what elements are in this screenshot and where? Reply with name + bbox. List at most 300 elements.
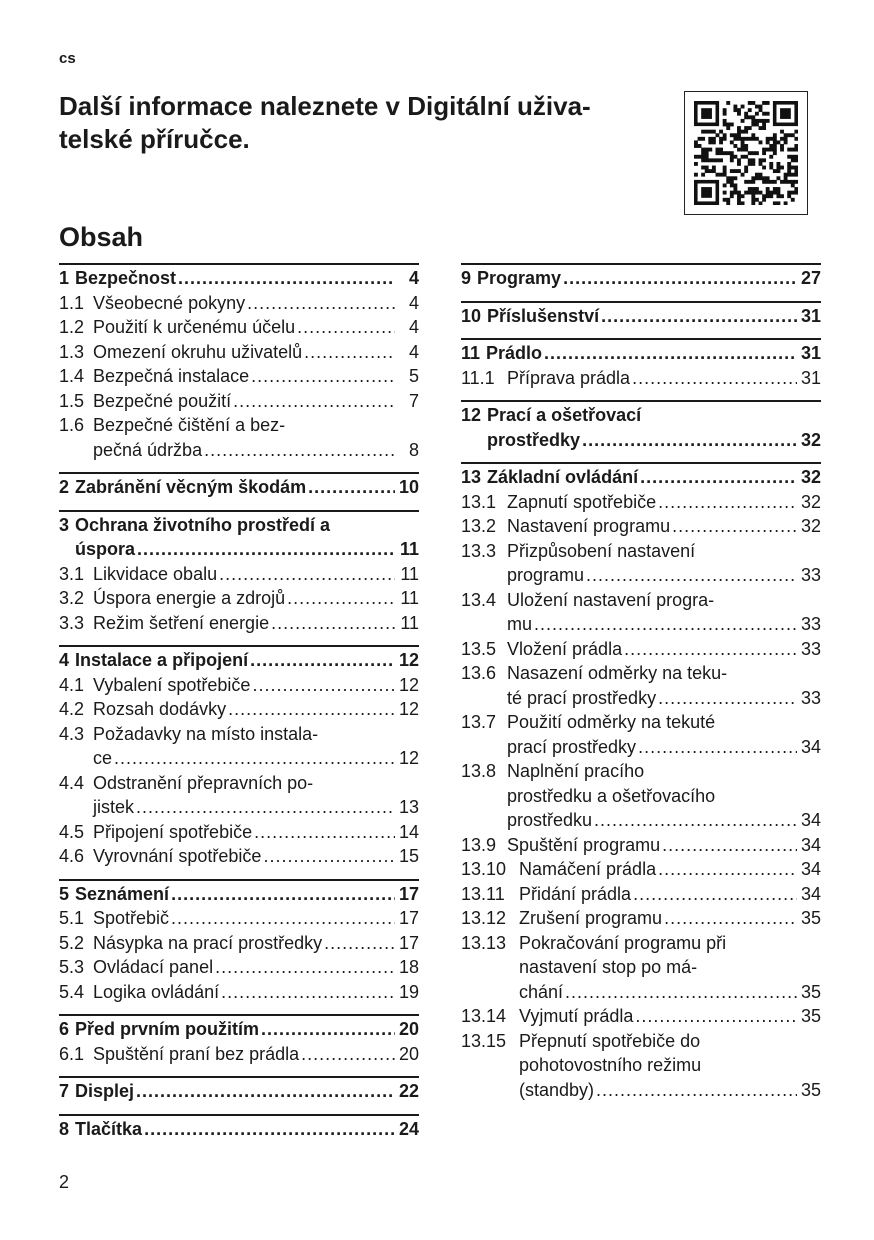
toc-subentry[interactable] — [461, 637, 821, 662]
toc-page-number: 34 — [800, 810, 821, 830]
toc-entry-body — [75, 648, 419, 673]
toc-entry-line — [75, 882, 419, 907]
toc-subentry[interactable] — [461, 931, 821, 1005]
toc-subentry[interactable] — [59, 820, 419, 845]
toc-page-number: 35 — [800, 981, 821, 1002]
toc-entry-title: (standby) — [519, 1079, 595, 1100]
toc-entry-line — [93, 931, 419, 956]
toc-entry-line — [93, 291, 419, 316]
toc-entry-number: 13.14 — [461, 1006, 507, 1026]
toc-page-number: 13 — [398, 797, 419, 817]
toc-entry-body — [519, 931, 821, 1005]
toc-entry-body — [519, 1029, 821, 1103]
toc-subentry[interactable] — [59, 673, 419, 698]
toc-entry-row — [59, 722, 419, 771]
toc-section — [59, 1014, 419, 1066]
toc-page-number: 31 — [800, 305, 821, 326]
toc-leader-dots — [263, 844, 395, 869]
toc-chapter-entry[interactable] — [59, 648, 419, 673]
toc-entry-title: Tlačítka — [75, 1118, 143, 1139]
toc-entry-title: Bezpečné použití — [93, 390, 232, 411]
toc-chapter-entry[interactable] — [59, 1017, 419, 1042]
toc-page-number: 32 — [800, 429, 821, 450]
toc-entry-row — [59, 697, 419, 722]
toc-entry-line — [75, 648, 419, 673]
toc-subentry[interactable] — [461, 1029, 821, 1103]
toc-entry-number: 5 — [59, 883, 70, 904]
toc-entry-number: 4.4 — [59, 772, 85, 793]
toc-subentry[interactable] — [461, 882, 821, 907]
toc-page-number: 4 — [408, 268, 419, 288]
toc-page-number: 8 — [408, 439, 419, 460]
toc-leader-dots — [635, 1004, 797, 1029]
toc-entry-body — [507, 759, 821, 833]
toc-entry-title: Programy — [477, 268, 562, 288]
toc-entry-row — [59, 673, 419, 698]
headline-line: Další informace naleznete v Digitální uživa- — [59, 91, 591, 121]
toc-entry-row — [461, 539, 821, 588]
toc-page-number: 20 — [398, 1043, 419, 1064]
toc-entry-body — [75, 1117, 419, 1142]
toc-entry-body — [507, 637, 821, 662]
toc-subentry[interactable] — [461, 906, 821, 931]
toc-entry-body — [93, 611, 419, 636]
toc-entry-number: 2 — [59, 477, 70, 497]
toc-entry-body — [93, 413, 419, 462]
toc-chapter-entry[interactable] — [461, 304, 821, 329]
toc-leader-dots — [565, 980, 797, 1005]
toc-entry-title: Omezení okruhu uživatelů — [93, 341, 303, 362]
toc-leader-dots — [664, 906, 797, 931]
toc-entry-title: Vybalení spotřebiče — [93, 674, 251, 695]
toc-entry-number: 1.3 — [59, 341, 85, 362]
toc-subentry[interactable] — [59, 980, 419, 1005]
toc-entry-line — [93, 562, 419, 587]
toc-page-number: 33 — [800, 614, 821, 634]
toc-page-number: 12 — [398, 699, 419, 719]
toc-leader-dots — [261, 1017, 395, 1042]
toc-subentry[interactable] — [59, 771, 419, 820]
toc-entry-line — [93, 364, 419, 389]
toc-entry-title: prací prostředky — [507, 736, 637, 757]
toc-entry-line — [507, 710, 821, 735]
toc-subentry[interactable] — [59, 315, 419, 340]
toc-entry-number: 4.5 — [59, 821, 85, 842]
toc-entry-number: 13.12 — [461, 908, 507, 928]
toc-entry-body — [507, 710, 821, 759]
toc-entry-number: 4.6 — [59, 846, 85, 866]
toc-section — [59, 1076, 419, 1104]
toc-entry-number: 1.6 — [59, 415, 85, 435]
toc-entry-title: Zapnutí spotřebiče — [507, 491, 657, 512]
toc-entry-number: 6.1 — [59, 1043, 85, 1064]
digital-manual-headline — [59, 90, 679, 156]
toc-entry-row — [461, 341, 821, 366]
toc-leader-dots — [254, 820, 395, 845]
toc-subentry[interactable] — [59, 844, 419, 869]
toc-entry-body — [93, 562, 419, 587]
toc-leader-dots — [624, 637, 797, 662]
toc-subentry[interactable] — [59, 955, 419, 980]
toc-subentry[interactable] — [59, 722, 419, 771]
toc-leader-dots — [228, 697, 395, 722]
toc-subentry[interactable] — [59, 413, 419, 462]
toc-entry-title: Seznámení — [75, 883, 170, 904]
toc-entry-number: 10 — [461, 305, 482, 326]
toc-page-number: 17 — [398, 908, 419, 928]
toc-chapter-entry[interactable] — [59, 1117, 419, 1142]
toc-leader-dots — [297, 315, 395, 340]
qr-code-graphic — [694, 101, 798, 205]
toc-entry-line — [93, 611, 419, 636]
toc-entry-number: 13.5 — [461, 638, 497, 659]
toc-leader-dots — [287, 586, 395, 611]
toc-entry-row — [461, 366, 821, 391]
toc-entry-title: Prádlo — [486, 343, 543, 363]
toc-entry-line — [507, 661, 821, 686]
toc-entry-line — [487, 304, 821, 329]
toc-leader-dots — [324, 931, 395, 956]
toc-entry-title: Požadavky na místo instala- — [93, 723, 319, 744]
toc-entry-title: úspora — [75, 539, 136, 559]
toc-entry-title: Ovládací panel — [93, 957, 214, 977]
toc-entry-number: 1.1 — [59, 292, 85, 313]
toc-entry-row — [59, 413, 419, 462]
toc-page-number: 17 — [398, 883, 419, 904]
toc-entry-title: Zrušení programu — [519, 908, 663, 928]
toc-chapter-entry[interactable] — [59, 1079, 419, 1104]
toc-chapter-entry[interactable] — [59, 882, 419, 907]
toc-entry-body — [519, 882, 821, 907]
toc-leader-dots — [632, 366, 797, 391]
toc-entry-body — [93, 673, 419, 698]
toc-leader-dots — [221, 980, 395, 1005]
toc-entry-title: Ochrana životního prostředí a — [75, 514, 331, 535]
language-code: cs — [59, 50, 76, 67]
toc-entry-title: Úspora energie a zdrojů — [93, 588, 286, 608]
toc-entry-body — [75, 1079, 419, 1104]
toc-entry-row — [59, 648, 419, 673]
toc-entry-row — [461, 931, 821, 1005]
qr-code-icon[interactable] — [684, 91, 808, 215]
toc-page-number: 4 — [408, 292, 419, 313]
toc-entry-line — [519, 955, 821, 980]
toc-leader-dots — [308, 475, 395, 500]
toc-page-number: 11 — [400, 563, 419, 584]
toc-entry-line — [75, 266, 419, 291]
toc-entry-row — [59, 513, 419, 562]
toc-section — [59, 1114, 419, 1142]
toc-entry-title: Bezpečné čištění a bez- — [93, 415, 286, 435]
toc-entry-title: Násypka na prací prostředky — [93, 932, 323, 953]
toc-entry-line — [519, 1004, 821, 1029]
toc-subentry[interactable] — [461, 857, 821, 882]
toc-entry-title: Vložení prádla — [507, 638, 623, 659]
toc-entry-line — [519, 882, 821, 907]
toc-entry-body — [487, 403, 821, 452]
toc-entry-line — [93, 746, 419, 771]
toc-entry-number: 13.7 — [461, 712, 497, 732]
toc-leader-dots — [633, 882, 797, 907]
toc-subentry[interactable] — [59, 340, 419, 365]
toc-page-number: 34 — [800, 834, 821, 855]
toc-entry-line — [75, 537, 419, 562]
toc-section — [461, 462, 821, 1102]
toc-entry-line — [93, 413, 419, 438]
toc-entry-title: chání — [519, 981, 564, 1002]
toc-entry-title: prostředku a ošetřovacího — [507, 785, 716, 806]
toc-entry-line — [93, 673, 419, 698]
toc-entry-line — [519, 980, 821, 1005]
toc-entry-title: Bezpečná instalace — [93, 366, 250, 386]
toc-subentry[interactable] — [461, 539, 821, 588]
toc-entry-line — [93, 820, 419, 845]
toc-entry-number: 4.3 — [59, 723, 85, 744]
toc-entry-title: pohotovostního režimu — [519, 1055, 702, 1075]
toc-entry-number: 3.1 — [59, 563, 85, 584]
toc-entry-line — [519, 1053, 821, 1078]
toc-entry-row — [461, 465, 821, 490]
toc-entry-line — [75, 1079, 419, 1104]
toc-entry-number: 11.1 — [461, 367, 495, 388]
toc-entry-title: Příprava prádla — [507, 367, 631, 388]
toc-entry-line — [93, 340, 419, 365]
toc-subentry[interactable] — [461, 833, 821, 858]
toc-subentry[interactable] — [59, 611, 419, 636]
toc-leader-dots — [304, 340, 395, 365]
toc-chapter-entry[interactable] — [59, 513, 419, 562]
toc-entry-body — [93, 820, 419, 845]
toc-page-number: 15 — [398, 846, 419, 866]
toc-entry-number: 1.2 — [59, 317, 85, 337]
toc-entry-body — [507, 539, 821, 588]
toc-leader-dots — [144, 1117, 395, 1142]
toc-entry-title: programu — [507, 565, 585, 585]
toc-entry-number: 13.9 — [461, 834, 497, 855]
toc-subentry[interactable] — [59, 697, 419, 722]
toc-entry-title: mu — [507, 614, 533, 634]
toc-entry-number: 13.6 — [461, 663, 497, 683]
toc-leader-dots — [672, 514, 797, 539]
toc-entry-line — [477, 266, 821, 291]
toc-entry-title: ce — [93, 748, 113, 768]
toc-entry-line — [507, 612, 821, 637]
toc-page-number: 14 — [398, 821, 419, 842]
toc-entry-number: 13.2 — [461, 516, 497, 536]
toc-leader-dots — [638, 735, 797, 760]
toc-page-number: 34 — [800, 736, 821, 757]
toc-leader-dots — [215, 955, 395, 980]
toc-entry-row — [461, 833, 821, 858]
toc-entry-line — [519, 857, 821, 882]
toc-leader-dots — [114, 746, 395, 771]
toc-entry-body — [93, 389, 419, 414]
toc-entry-number: 11 — [461, 343, 481, 363]
toc-chapter-entry[interactable] — [461, 266, 821, 291]
toc-subentry[interactable] — [59, 1042, 419, 1067]
toc-subentry[interactable] — [461, 759, 821, 833]
toc-entry-line — [507, 637, 821, 662]
toc-entry-body — [507, 514, 821, 539]
toc-entry-number: 6 — [59, 1019, 70, 1039]
toc-entry-title: Displej — [75, 1081, 135, 1101]
toc-entry-title: Vyrovnání spotřebiče — [93, 846, 262, 866]
toc-subentry[interactable] — [461, 514, 821, 539]
toc-subentry[interactable] — [59, 562, 419, 587]
toc-title: Obsah — [59, 222, 144, 252]
toc-entry-line — [507, 539, 821, 564]
toc-section — [461, 263, 821, 291]
toc-leader-dots — [247, 291, 395, 316]
toc-chapter-entry[interactable] — [461, 465, 821, 490]
toc-entry-body — [93, 315, 419, 340]
toc-entry-body — [93, 844, 419, 869]
toc-entry-line — [93, 586, 419, 611]
toc-subentry[interactable] — [461, 490, 821, 515]
toc-entry-line — [93, 1042, 419, 1067]
toc-leader-dots — [178, 266, 395, 291]
toc-entry-row — [59, 1042, 419, 1067]
toc-entry-title: Příslušenství — [487, 305, 600, 326]
toc-entry-title: Všeobecné pokyny — [93, 292, 246, 313]
toc-entry-line — [75, 1017, 419, 1042]
toc-subentry[interactable] — [59, 906, 419, 931]
toc-section — [59, 263, 419, 462]
toc-entry-title: Přizpůsobení nastavení — [507, 540, 696, 561]
toc-subentry[interactable] — [461, 1004, 821, 1029]
toc-subentry[interactable] — [461, 366, 821, 391]
toc-entry-title: Základní ovládání — [487, 467, 639, 487]
toc-page-number: 12 — [398, 650, 419, 670]
toc-column-right — [461, 263, 821, 1112]
toc-subentry[interactable] — [59, 931, 419, 956]
toc-entry-title: Instalace a připojení — [75, 650, 249, 670]
toc-entry-row — [59, 291, 419, 316]
toc-entry-body — [507, 588, 821, 637]
toc-page-number: 32 — [800, 516, 821, 536]
toc-page-number: 24 — [398, 1118, 419, 1139]
toc-section — [461, 338, 821, 390]
toc-page-number: 7 — [408, 390, 419, 411]
toc-entry-line — [507, 735, 821, 760]
toc-entry-body — [93, 1042, 419, 1067]
toc-chapter-entry[interactable] — [59, 475, 419, 500]
toc-entry-line — [93, 315, 419, 340]
toc-subentry[interactable] — [461, 661, 821, 710]
toc-page-number: 34 — [800, 883, 821, 904]
toc-entry-body — [519, 1004, 821, 1029]
toc-entry-line — [487, 465, 821, 490]
toc-entry-row — [461, 1004, 821, 1029]
toc-chapter-entry[interactable] — [59, 266, 419, 291]
toc-leader-dots — [582, 428, 797, 453]
toc-page-number: 33 — [800, 565, 821, 585]
toc-entry-line — [519, 1078, 821, 1103]
toc-entry-line — [507, 833, 821, 858]
toc-entry-number: 13.11 — [461, 883, 505, 904]
toc-subentry[interactable] — [59, 389, 419, 414]
toc-page-number: 18 — [398, 957, 419, 977]
toc-entry-number: 4.1 — [59, 674, 85, 695]
toc-entry-title: té prací prostředky — [507, 687, 657, 708]
toc-entry-number: 1.5 — [59, 390, 85, 411]
toc-leader-dots — [271, 611, 395, 636]
toc-entry-row — [461, 882, 821, 907]
toc-entry-body — [75, 1017, 419, 1042]
toc-page-number: 4 — [408, 317, 419, 337]
headline-line: telské příručce. — [59, 124, 250, 154]
toc-entry-number: 9 — [461, 268, 472, 288]
toc-subentry[interactable] — [59, 291, 419, 316]
toc-entry-row — [59, 1017, 419, 1042]
toc-entry-title: Spuštění praní bez prádla — [93, 1043, 300, 1064]
toc-page-number: 11 — [399, 539, 419, 559]
toc-entry-line — [519, 1029, 821, 1054]
toc-entry-line — [507, 588, 821, 613]
toc-entry-body — [75, 882, 419, 907]
toc-entry-line — [93, 844, 419, 869]
toc-page-number: 31 — [800, 367, 821, 388]
toc-entry-line — [507, 759, 821, 784]
toc-leader-dots — [301, 1042, 395, 1067]
toc-column-left — [59, 263, 419, 1151]
toc-page-number: 35 — [800, 1006, 821, 1026]
toc-entry-line — [519, 906, 821, 931]
toc-entry-row — [59, 586, 419, 611]
toc-entry-row — [59, 980, 419, 1005]
toc-leader-dots — [658, 686, 797, 711]
toc-entry-row — [59, 1117, 419, 1142]
toc-leader-dots — [171, 882, 395, 907]
toc-leader-dots — [534, 612, 797, 637]
toc-page-number: 32 — [800, 491, 821, 512]
toc-entry-number: 4 — [59, 650, 70, 670]
toc-page-number: 11 — [400, 612, 419, 633]
toc-entry-line — [507, 784, 821, 809]
toc-entry-title: Pokračování programu při — [519, 932, 727, 953]
toc-subentry[interactable] — [59, 364, 419, 389]
toc-leader-dots — [662, 833, 797, 858]
toc-entry-title: Použití odměrky na tekuté — [507, 712, 716, 732]
toc-section — [461, 400, 821, 452]
toc-leader-dots — [658, 490, 797, 515]
toc-leader-dots — [658, 857, 797, 882]
toc-entry-line — [507, 514, 821, 539]
toc-subentry[interactable] — [461, 710, 821, 759]
toc-entry-line — [486, 341, 821, 366]
toc-chapter-entry[interactable] — [461, 403, 821, 452]
toc-entry-body — [507, 366, 821, 391]
toc-leader-dots — [563, 266, 797, 291]
toc-chapter-entry[interactable] — [461, 341, 821, 366]
toc-entry-title: pečná údržba — [93, 439, 203, 460]
toc-entry-number: 13.3 — [461, 540, 497, 561]
toc-entry-row — [461, 1029, 821, 1103]
toc-section — [59, 510, 419, 636]
toc-page-number: 34 — [800, 859, 821, 879]
toc-entry-row — [461, 857, 821, 882]
toc-leader-dots — [251, 364, 395, 389]
toc-entry-line — [75, 1117, 419, 1142]
toc-entry-row — [59, 364, 419, 389]
toc-subentry[interactable] — [461, 588, 821, 637]
toc-page-number: 11 — [400, 588, 419, 608]
toc-entry-row — [59, 955, 419, 980]
toc-entry-number: 13.15 — [461, 1030, 507, 1051]
toc-page-number: 35 — [800, 908, 821, 928]
toc-subentry[interactable] — [59, 586, 419, 611]
toc-entry-body — [75, 513, 419, 562]
